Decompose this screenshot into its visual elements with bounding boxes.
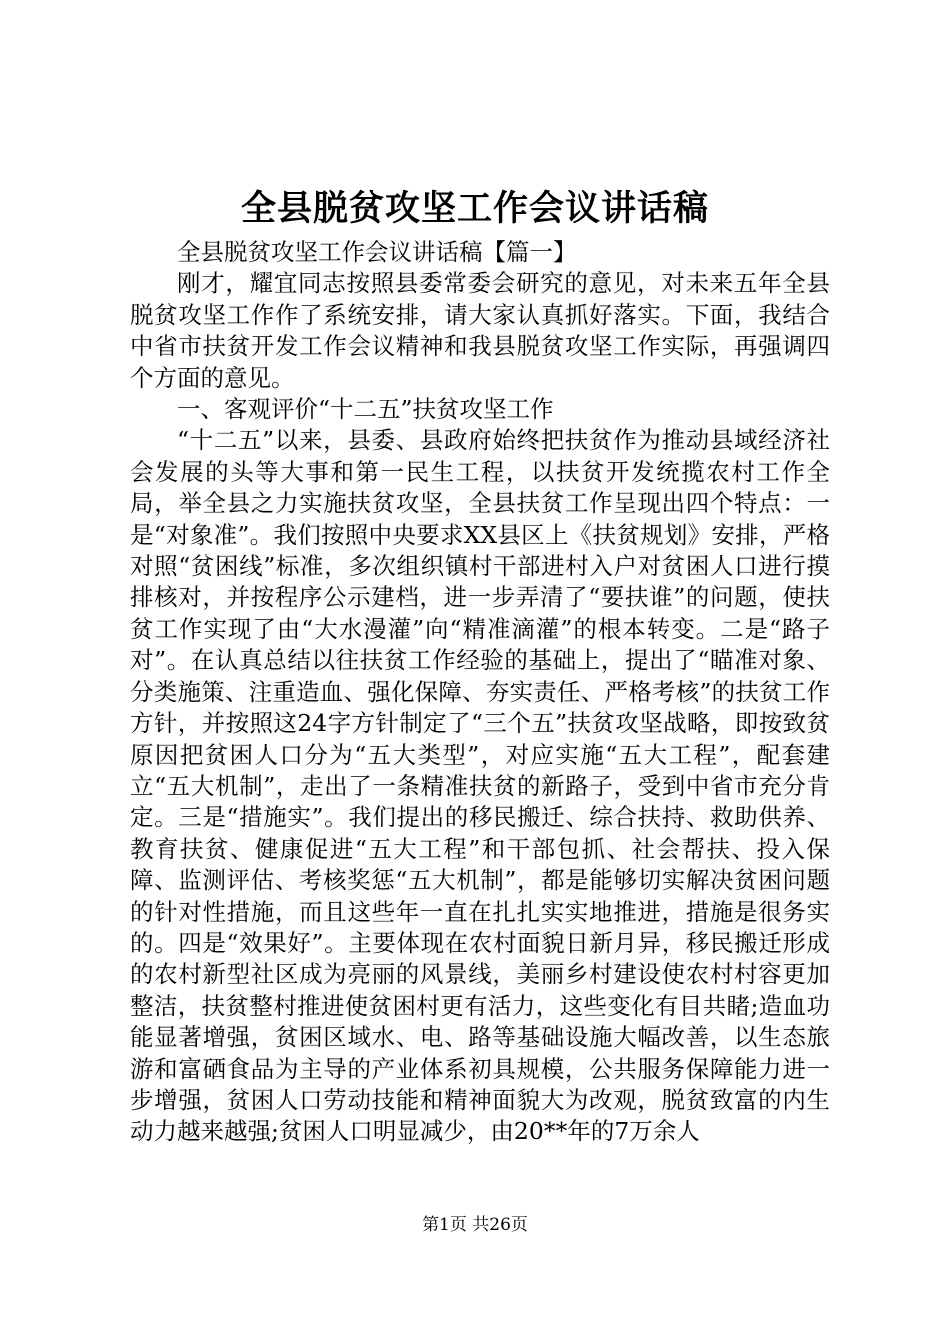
document-body — [130, 237, 830, 1148]
paragraph-section-1: “十二五”以来，县委、县政府始终把扶贫作为推动县域经济社会发展的头等大事和第一民生工程，以扶贫开发统揽农村工作全局，举全县之力实施扶贫攻坚，全县扶贫工作呈现出四个特点：一是“对象准”。我们按照中央要求XX县区上《扶贫规划》安排，严格对照“贫困线”标准，多次组织镇村干部进村入户对贫困人口进行摸排核对，并按程序公示建档，进一步弄清了“要扶谁”的问题，使扶贫工作实现了由“大水漫灌”向“精准滴灌”的根本转变。二是“路子对”。在认真总结以往扶贫工作经验的基础上，提出了“瞄准对象、分类施策、注重造血、强化保障、夯实责任、严格考核”的扶贫工作方针，并按照这24字方针制定了“三个五”扶贫攻坚战略，即按致贫原因把贫困人口分为“五大类型”，对应实施“五大工程”，配套建立“五大机制”，走出了一条精准扶贫的新路子，受到中省市充分肯定。三是“措施实”。我们提出的移民搬迁、综合扶持、救助供养、教育扶贫、健康促进“五大工程”和干部包抓、社会帮扶、投入保障、监测评估、考核奖惩“五大机制”，都是能够切实解决贫困问题的针对性措施，而且这些年一直在扎扎实实地推进，措施是很务实的。四是“效果好”。主要体现在农村面貌日新月异，移民搬迁形成的农村新型社区成为亮丽的风景线，美丽乡村建设使农村村容更加整洁，扶贫整村推进使贫困村更有活力，这些变化有目共睹;造血功能显著增强，贫困区域水、电、路等基础设施大幅改善，以生态旅游和富硒食品为主导的产业体系初具规模，公共服务保障能力进一步增强，贫困人口劳动技能和精神面貌大为改观，脱贫致富的内生动力越来越强;贫困人口明显减少，由20**年的7万余人 — [130, 426, 830, 1146]
page-footer: 第1页 共26页 — [422, 1215, 528, 1235]
paragraph-intro: 刚才，耀宜同志按照县委常委会研究的意见，对未来五年全县脱贫攻坚工作作了系统安排，请大家认真抓好落实。下面，我结合中省市扶贫开发工作会议精神和我县脱贫攻坚工作实际，再强调四个方面的意见。 — [130, 269, 830, 392]
section-heading-1: 一、客观评价“十二五”扶贫攻坚工作 — [177, 395, 554, 424]
paragraph-subtitle: 全县脱贫攻坚工作会议讲话稿【篇一】 — [177, 238, 577, 266]
document-title: 全县脱贫攻坚工作会议讲话稿 — [240, 188, 709, 229]
